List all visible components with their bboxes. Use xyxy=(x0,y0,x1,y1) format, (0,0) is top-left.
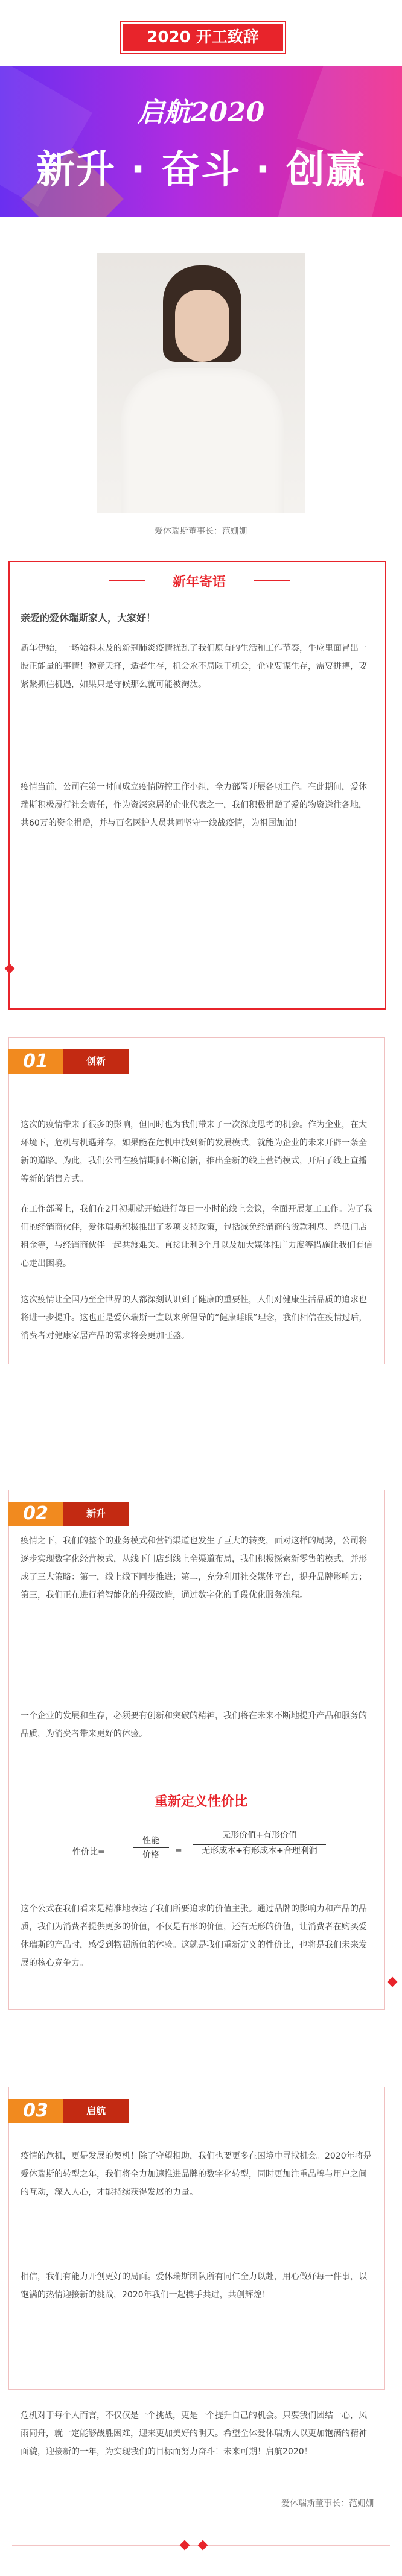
formula-equals: = xyxy=(175,1846,182,1855)
portrait-caption: 爱休瑞斯董事长：范姗姗 xyxy=(155,527,247,536)
message-paragraph: 疫情当前，公司在第一时间成立疫情防控工作小组，全力部署开展各项工作。在此期间，爱休瑞斯积极履行社会责任，作为资深家居的企业代表之一，我们积极捐赠了爱的物资送往各地，共60万的资金捐赠，并与百名医护人员共同坚守一线战疫情，为祖国加油！ xyxy=(21,782,367,828)
chairwoman-portrait xyxy=(97,253,305,513)
year-badge: 2020 开工致辞 xyxy=(121,22,285,53)
formula-title: 重新定义性价比 xyxy=(154,1794,247,1809)
heart-icon xyxy=(198,2540,208,2551)
section-paragraph: 这次的疫情带来了很多的影响，但同时也为我们带来了一次深度思考的机会。作为企业，在大环境下，危机与机遇并存，如果能在危机中找到新的发展模式，就能为企业的未来开辟一条全新的道路。为此，我们公司在疫情期间不断创新，推出全新的线上营销模式，开启了线上直播等新的销售方式。 xyxy=(21,1120,367,1184)
section-paragraph: 疫情之下，我们的整个的业务模式和营销渠道也发生了巨大的转变，面对这样的局势，公司将逐步实现数字化经营模式，从线下门店到线上全渠道布局，我们积极探索新零售的模式，并形成了三大策略：第一，线上线下同步推进；第二，充分利用社交媒体平台，提升品牌影响力；第三，我们正在进行着智能化的升级改造，通过数字化的手段优化服务流程。 xyxy=(21,1536,367,1600)
closing-paragraph: 危机对于每个人而言，不仅仅是一个挑战，更是一个提升自己的机会。只要我们团结一心，风雨同舟，就一定能够战胜困难，迎来更加美好的明天。希望全体爱休瑞斯人以更加饱满的精神面貌，迎接新的一年，为实现我们的目标而努力奋斗！未来可期！启航2020！ xyxy=(21,2411,367,2457)
portrait-face xyxy=(175,290,229,362)
formula-right-denominator: 无形成本+有形成本+合理利润 xyxy=(202,1846,317,1856)
section-title: 启航 xyxy=(63,2099,129,2123)
hero-subtitle: 启航2020 xyxy=(137,97,265,128)
section-title: 创新 xyxy=(63,1049,129,1074)
section-number: 03 xyxy=(8,2099,63,2123)
signature-caption: 爱休瑞斯董事长：范姗姗 xyxy=(281,2499,374,2508)
section-number: 01 xyxy=(8,1049,63,1074)
formula-denominator: 价格 xyxy=(142,1850,159,1860)
section-launch xyxy=(8,2087,385,2390)
section-number: 02 xyxy=(8,1502,63,1526)
fraction-bar xyxy=(133,1847,169,1848)
section-paragraph: 相信，我们有能力开创更好的局面。爱休瑞斯团队所有同仁全力以赴，用心做好每一件事，以饱满的热情迎接新的挑战，2020年我们一起携手共进，共创辉煌！ xyxy=(21,2272,367,2300)
formula-right xyxy=(193,1828,326,1859)
section-paragraph: 一个企业的发展和生存，必须要有创新和突破的精神，我们将在未来不断地提升产品和服务的品质，为消费者带来更好的体验。 xyxy=(21,1711,367,1739)
formula-left: 性价比= xyxy=(72,1847,105,1857)
fraction-bar xyxy=(193,1844,326,1845)
section-paragraph: 这次疫情让全国乃至全世界的人都深刻认识到了健康的重要性，人们对健康生活品质的追求也将进一步提升。这也正是爱休瑞斯一直以来所倡导的“健康睡眠”理念，我们相信在疫情过后，消费者对健康家居产品的需求将会更加旺盛。 xyxy=(21,1295,368,1341)
greeting: 亲爱的爱休瑞斯家人，大家好！ xyxy=(21,612,156,624)
section-header xyxy=(8,2099,250,2123)
heart-icon xyxy=(180,2540,190,2551)
section-paragraph: 疫情的危机，更是发展的契机！除了守望相助，我们也要更多在困境中寻找机会。2020年将是爱休瑞斯的转型之年，我们将全力加速推进品牌的数字化转型，同时更加注重品牌与用户之间的互动，深入人心，才能持续获得发展的力量。 xyxy=(21,2151,372,2197)
section-header xyxy=(8,1049,250,1074)
section-title: 新升 xyxy=(63,1502,129,1526)
section-paragraph: 在工作部署上，我们在2月初期就开始进行每日一小时的线上会议，全面开展复工工作。为了我们的经销商伙伴，爱休瑞斯积极推出了多项支持政策，包括减免经销商的货款利息、降低门店租金等，与经销商伙伴一起共渡难关。直接让利3个月以及加大媒体推广力度等措施让我们有信心走出困境。 xyxy=(21,1204,372,1268)
formula-fraction xyxy=(133,1834,169,1862)
new-year-message-title: 新年寄语 xyxy=(139,572,260,590)
formula-numerator: 性能 xyxy=(142,1836,159,1846)
section-header xyxy=(8,1502,250,1526)
hero-title: 新升 · 奋斗 · 创赢 xyxy=(36,148,366,192)
value-formula xyxy=(72,1815,338,1888)
hero-banner xyxy=(0,66,402,217)
portrait-body xyxy=(121,368,284,513)
message-paragraph: 新年伊始，一场始料未及的新冠肺炎疫情扰乱了我们原有的生活和工作节奏，牛应里面冒出一股正能量的事情！物竞天择，适者生存，机会永不局限于机会，企业要谋生存，需要拼搏，要紧紧抓住机遇，如果只是守候那么就可能被淘汰。 xyxy=(21,644,367,689)
heart-icon xyxy=(388,1977,398,1987)
formula-right-numerator: 无形价值+有形价值 xyxy=(222,1831,297,1840)
section-paragraph: 这个公式在我们看来是精准地表达了我们所要追求的价值主张。通过品牌的影响力和产品的品质，我们为消费者提供更多的价值，不仅是有形的价值，还有无形的价值，让消费者在购买爱休瑞斯的产品时，感受到物超所值的体验。这就是我们重新定义的性价比，也将是我们未来发展的核心竞争力。 xyxy=(21,1904,367,1968)
